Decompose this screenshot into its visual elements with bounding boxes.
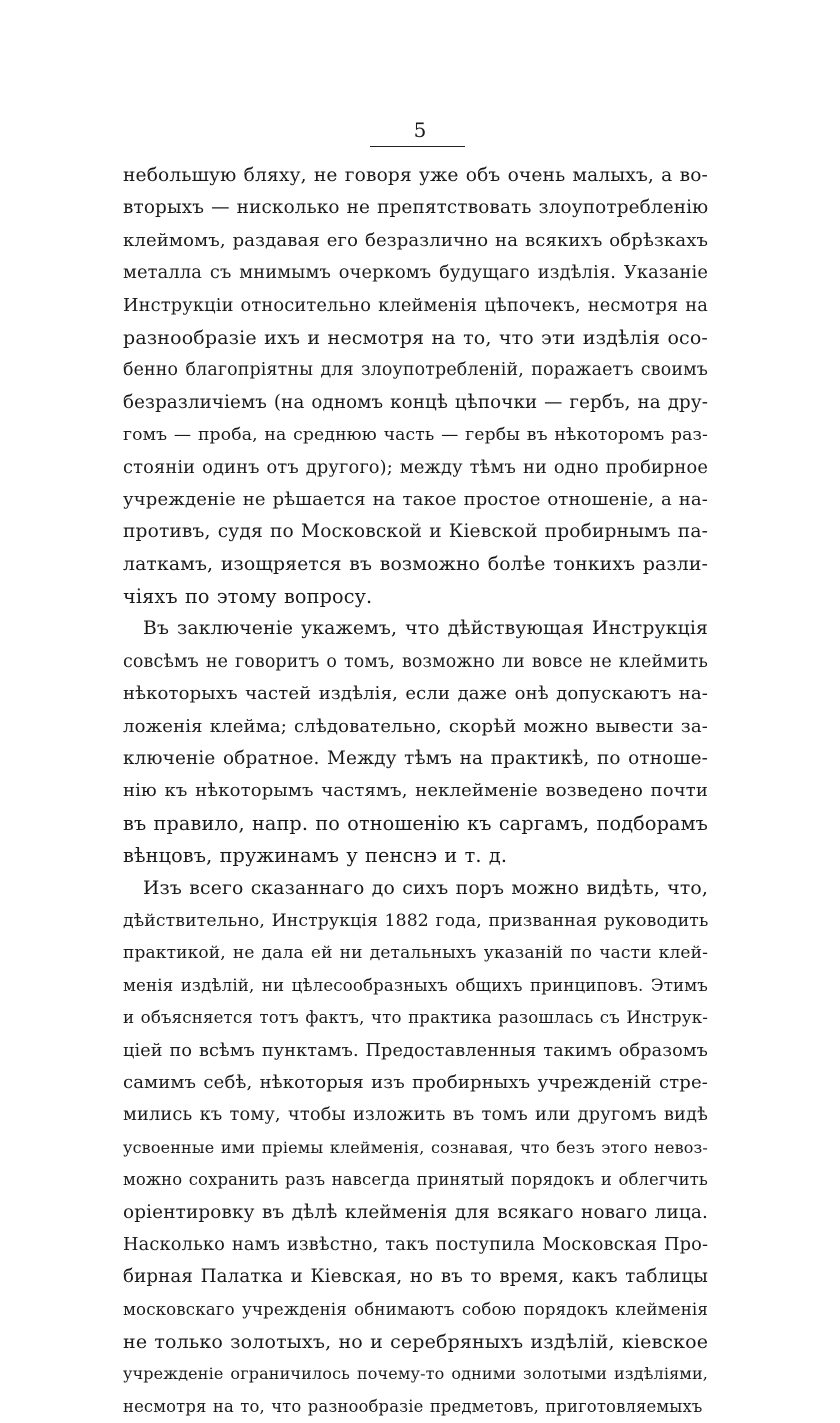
text-line: менія издѣлій, ни цѣлесообразныхъ общихъ принциповъ. Этимъ bbox=[123, 975, 708, 995]
text-line: мились къ тому, чтобы изложить въ томъ или другомъ видѣ bbox=[123, 1104, 708, 1126]
paragraph bbox=[123, 873, 708, 1423]
text-line: ложенія клейма; слѣдовательно, скорѣй можно вывести за- bbox=[123, 715, 708, 737]
text-line: несмотря на то, что разнообразіе предметовъ, приготовляемыхъ bbox=[123, 1396, 703, 1416]
paragraph bbox=[123, 613, 708, 872]
text-line: вѣнцовъ, пружинамъ у пенснэ и т. д. bbox=[123, 844, 508, 868]
text-line: оріентировку въ дѣлѣ клейменія для всякаго новаго лица. bbox=[123, 1201, 708, 1223]
text-line: Инструкціи относительно клейменія цѣпочекъ, несмотря на bbox=[123, 294, 708, 316]
paragraph bbox=[123, 160, 708, 613]
text-line: латкамъ, изощряется въ возможно болѣе тонкихъ разли- bbox=[123, 553, 708, 575]
text-line: и объясняется тотъ фактъ, что практика разошлась съ Инструк- bbox=[123, 1008, 708, 1028]
text-line: безразличіемъ (на одномъ концѣ цѣпочки — гербъ, на дру- bbox=[123, 391, 708, 413]
text-line: въ правило, напр. по отношенію къ саргамъ, подборамъ bbox=[123, 811, 709, 835]
text-line: усвоенные ими пріемы клейменія, сознавая, что безъ этого невоз- bbox=[123, 1137, 708, 1157]
text-line: клеймомъ, раздавая его безразлично на всякихъ обрѣзкахъ bbox=[123, 229, 709, 251]
text-line: можно сохранить разъ навсегда принятый порядокъ и облегчить bbox=[123, 1170, 708, 1190]
text-line: самимъ себѣ, нѣкоторыя изъ пробирныхъ учрежденій стре- bbox=[123, 1071, 708, 1093]
text-line: практикой, не дала ей ни детальныхъ указаній по части клей- bbox=[123, 943, 708, 964]
text-line: стояніи одинъ отъ другого); между тѣмъ ни одно пробирное bbox=[123, 456, 708, 478]
text-line: учрежденіе не рѣшается на такое простое отношеніе, а на- bbox=[123, 488, 708, 510]
text-line: дѣйствительно, Инструкція 1882 года, призванная руководить bbox=[123, 910, 709, 931]
text-line: вторыхъ — нисколько не препятствовать злоупотребленію bbox=[123, 197, 709, 219]
page-header bbox=[0, 118, 840, 142]
header-rule bbox=[370, 146, 465, 147]
page-number: 5 bbox=[413, 118, 427, 142]
text-line: разнообразіе ихъ и несмотря на то, что эти издѣлія осо- bbox=[123, 326, 708, 349]
text-line: совсѣмъ не говоритъ о томъ, возможно ли вовсе не клеймить bbox=[123, 651, 708, 672]
text-line: учрежденіе ограничилось почему-то одними золотыми издѣліями, bbox=[123, 1364, 708, 1384]
text-line: ціей по всѣмъ пунктамъ. Предоставленныя такимъ образомъ bbox=[123, 1040, 708, 1061]
text-line: нію къ нѣкоторымъ частямъ, неклейменіе возведено почти bbox=[123, 780, 708, 802]
text-line: Изъ всего сказаннаго до сихъ поръ можно видѣть, что, bbox=[143, 877, 708, 899]
text-line: небольшую бляху, не говоря уже объ очень малыхъ, а во- bbox=[123, 165, 708, 186]
text-line: гомъ — проба, на среднюю часть — гербы въ нѣкоторомъ раз- bbox=[123, 425, 708, 446]
text-line: чіяхъ по этому вопросу. bbox=[123, 585, 373, 609]
text-line: Насколько намъ извѣстно, такъ поступила Московская Про- bbox=[123, 1233, 709, 1255]
text-line: бирная Палатка и Кіевская, но въ то время, какъ таблицы bbox=[123, 1266, 708, 1288]
text-line: московскаго учрежденія обнимаютъ собою порядокъ клейменія bbox=[123, 1299, 708, 1319]
text-line: бенно благопріятны для злоупотребленій, поражаетъ своимъ bbox=[123, 360, 708, 381]
text-line: нѣкоторыхъ частей издѣлія, если даже онѣ допускаютъ на- bbox=[123, 683, 708, 705]
body-text bbox=[123, 160, 708, 1423]
text-line: Въ заключеніе укажемъ, что дѣйствующая Инструкція bbox=[143, 618, 708, 640]
text-line: металла съ мнимымъ очеркомъ будущаго издѣлія. Указаніе bbox=[123, 262, 708, 284]
text-line: не только золотыхъ, но и серебряныхъ издѣлій, кіевское bbox=[123, 1331, 709, 1354]
text-line: противъ, судя по Московской и Кіевской пробирнымъ па- bbox=[123, 521, 708, 543]
text-line: ключеніе обратное. Между тѣмъ на практикѣ, по отноше- bbox=[123, 748, 708, 770]
